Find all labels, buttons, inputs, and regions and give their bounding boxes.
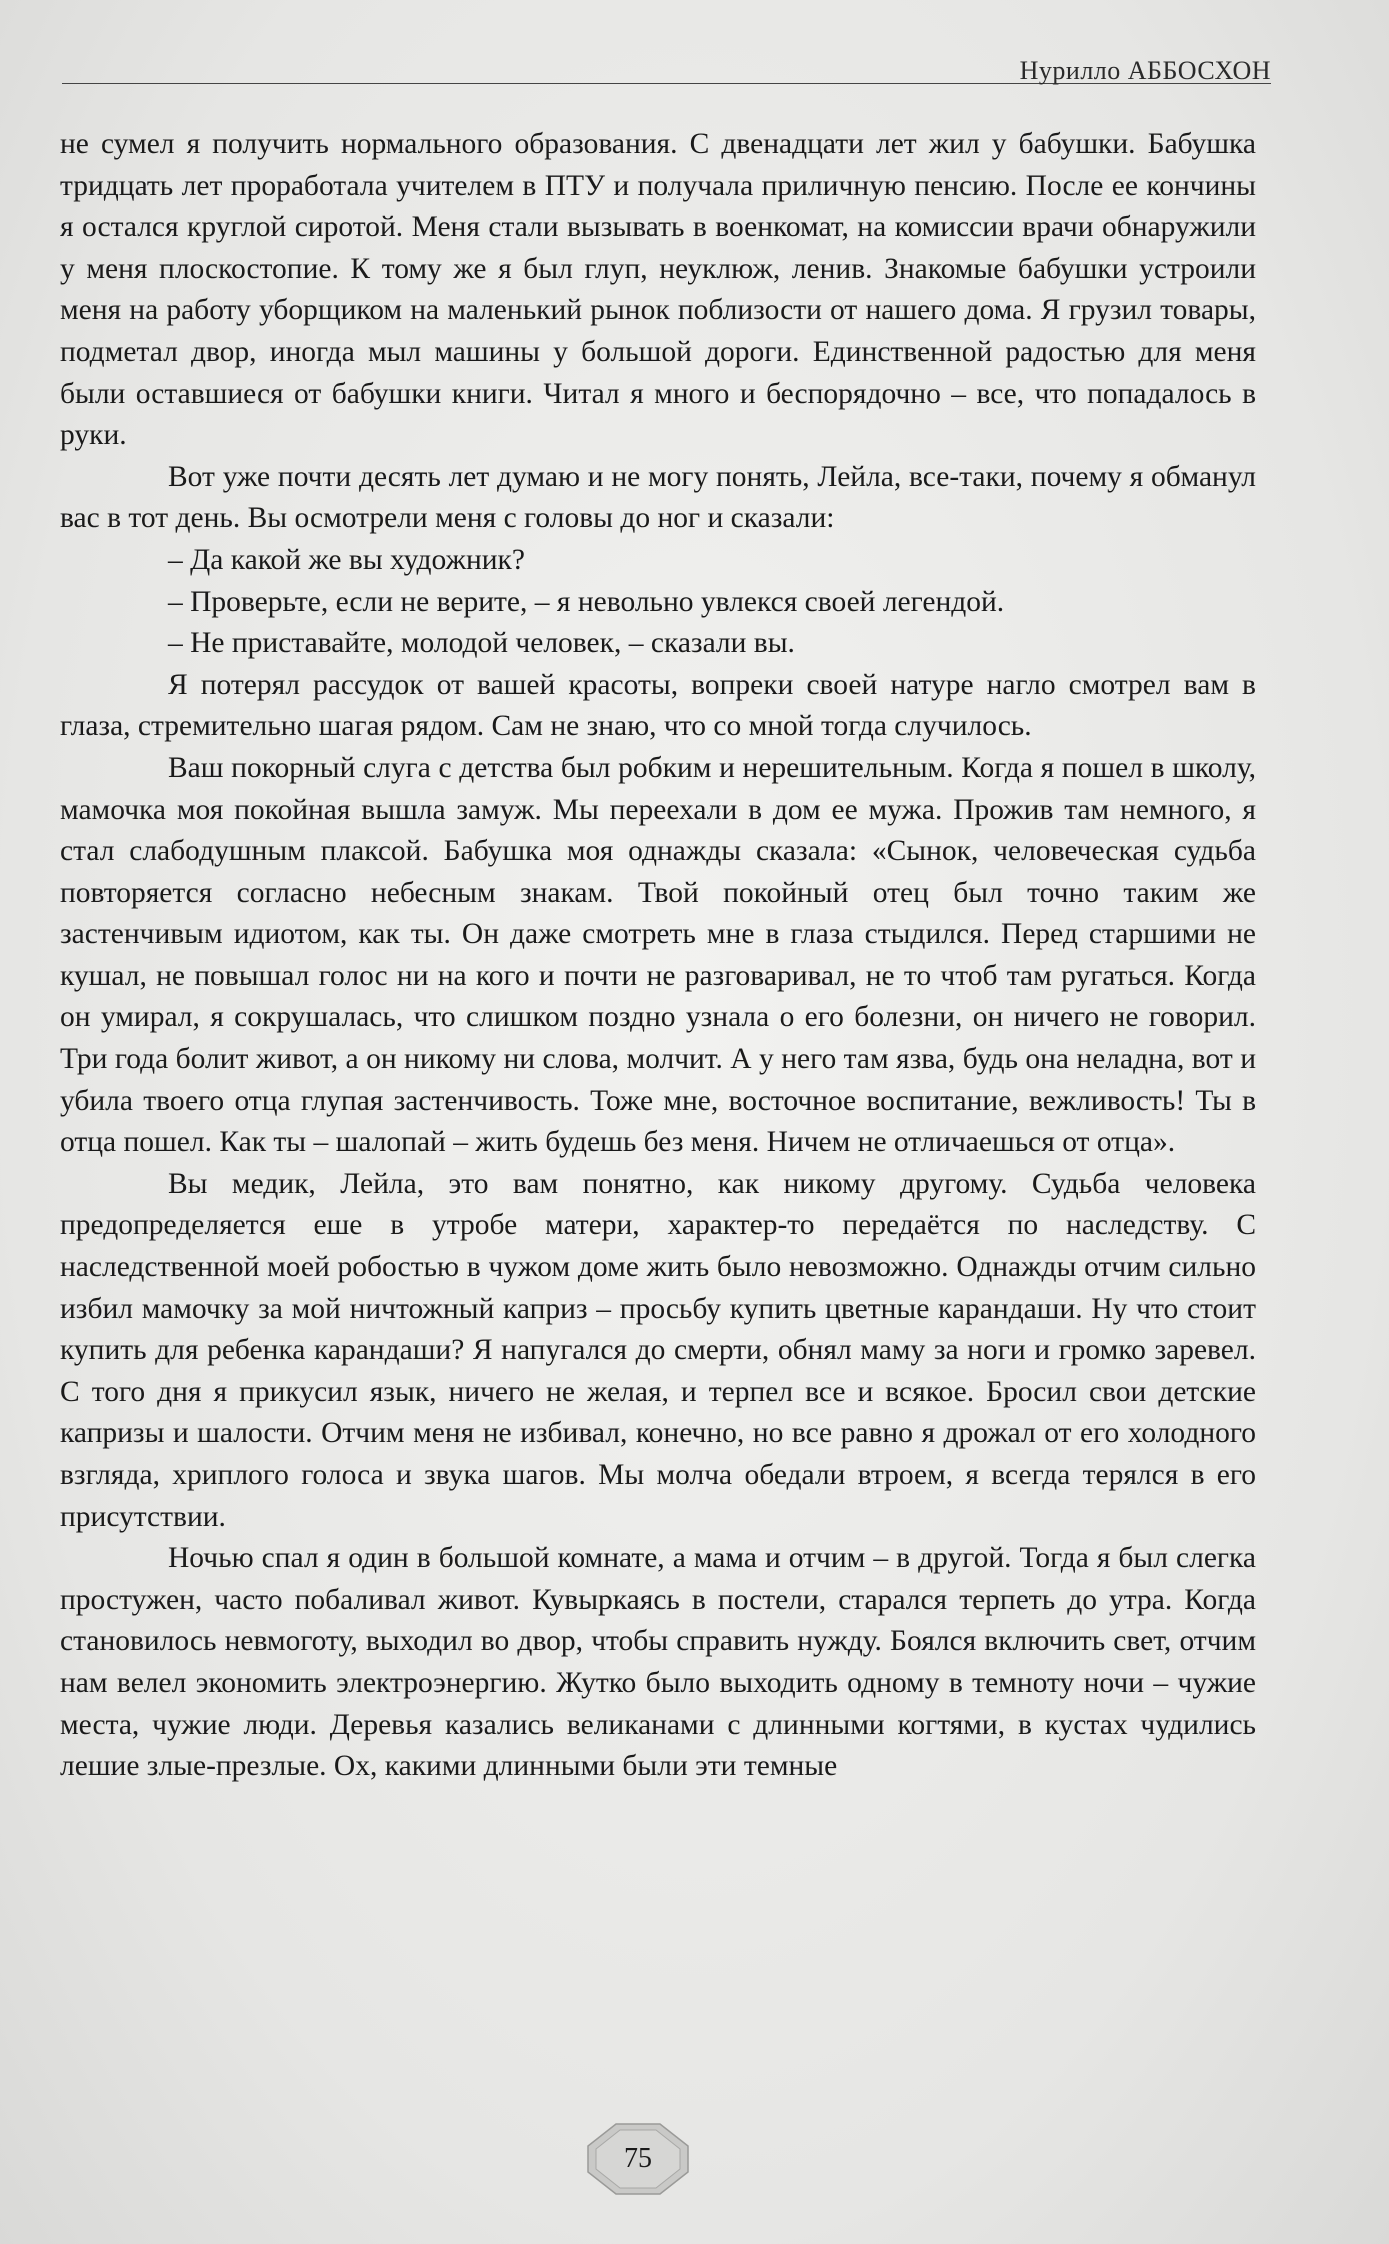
page-number: 75 <box>624 2143 652 2174</box>
body-text <box>60 124 1256 1788</box>
paragraph: Вы медик, Лейла, это вам понятно, как никому другому. Судьба человека предопределяется еше в утробе матери, характер-то передаётся по наследству. С наследственной моей робостью в чужом доме жить было невозможно. Однажды отчим сильно избил мамочку за мой ничтожный каприз – просьбу купить цветные карандаши. Ну что стоит купить для ребенка карандаши? Я напугался до смерти, обнял маму за ноги и громко заревел. С того дня я прикусил язык, ничего не желая, и терпел все и всякое. Бросил свои детские капризы и шалости. Отчим меня не избивал, конечно, но все равно я дрожал от его холодного взгляда, хриплого голоса и звука шагов. Мы молча обедали втроем, я всегда терялся в его присутствии. <box>60 1167 1256 1533</box>
paragraph: Ваш покорный слуга с детства был робким и нерешительным. Когда я пошел в школу, мамочка моя покойная вышла замуж. Мы переехали в дом ее мужа. Прожив там немного, я стал слабодушным плаксой. Бабушка моя однажды сказала: «Сынок, человеческая судьба повторяется согласно небесным знакам. Твой покойный отец был точно таким же застенчивым идиотом, как ты. Он даже смотреть мне в глаза стыдился. Перед старшими не кушал, не повышал голос ни на кого и почти не разговаривал, не то чтоб там ругаться. Когда он умирал, я сокрушалась, что слишком поздно узнала о его болезни, он ничего не говорил. Три года болит живот, а он никому ни слова, молчит. А у него там язва, будь она неладна, вот и убила твоего отца глупая застенчивость. Тоже мне, восточное воспитание, вежливость! Ты в отца пошел. Как ты – шалопай – жить будешь без меня. Ничем не отличаешься от отца». <box>60 751 1256 1159</box>
page-header <box>62 56 1271 92</box>
dialogue-line: – Да какой же вы художник? <box>168 543 525 576</box>
page-number-ornament <box>584 2120 692 2198</box>
paragraph: Вот уже почти десять лет думаю и не могу понять, Лейла, все-таки, почему я обманул вас в тот день. Вы осмотрели меня с головы до ног и сказали: <box>60 460 1256 535</box>
running-head-author: Нурилло АББОСХОН <box>1019 56 1271 85</box>
dialogue-line: – Проверьте, если не верите, – я невольно увлекся своей легендой. <box>168 585 1005 618</box>
paragraph: не сумел я получить нормального образования. С двенадцати лет жил у бабушки. Бабушка тридцать лет проработала учителем в ПТУ и получала приличную пенсию. После ее кончины я остался круглой сиротой. Меня стали вызывать в военкомат, на комиссии врачи обнаружили у меня плоскостопие. К тому же я был глуп, неуклюж, ленив. Знакомые бабушки устроили меня на работу уборщиком на маленький рынок поблизости от нашего дома. Я грузил товары, подметал двор, иногда мыл машины у большой дороги. Единственной радостью для меня были оставшиеся от бабушки книги. Читал я много и беспорядочно – все, что попадалось в руки. <box>60 128 1256 452</box>
paragraph: Я потерял рассудок от вашей красоты, вопреки своей натуре нагло смотрел вам в глаза, стремительно шагая рядом. Сам не знаю, что со мной тогда случилось. <box>60 668 1256 743</box>
paragraph: Ночью спал я один в большой комнате, а мама и отчим – в другой. Тогда я был слегка простужен, часто побаливал живот. Кувыркаясь в постели, старался терпеть до утра. Когда становилось невмоготу, выходил во двор, чтобы справить нужду. Боялся включить свет, отчим нам велел экономить электроэнергию. Жутко было выходить одному в темноту ночи – чужие места, чужие люди. Деревья казались великанами с длинными когтями, в кустах чудились лешие злые-презлые. Ох, какими длинными были эти темные <box>60 1542 1256 1783</box>
dialogue-line: – Не приставайте, молодой человек, – сказали вы. <box>168 627 795 660</box>
